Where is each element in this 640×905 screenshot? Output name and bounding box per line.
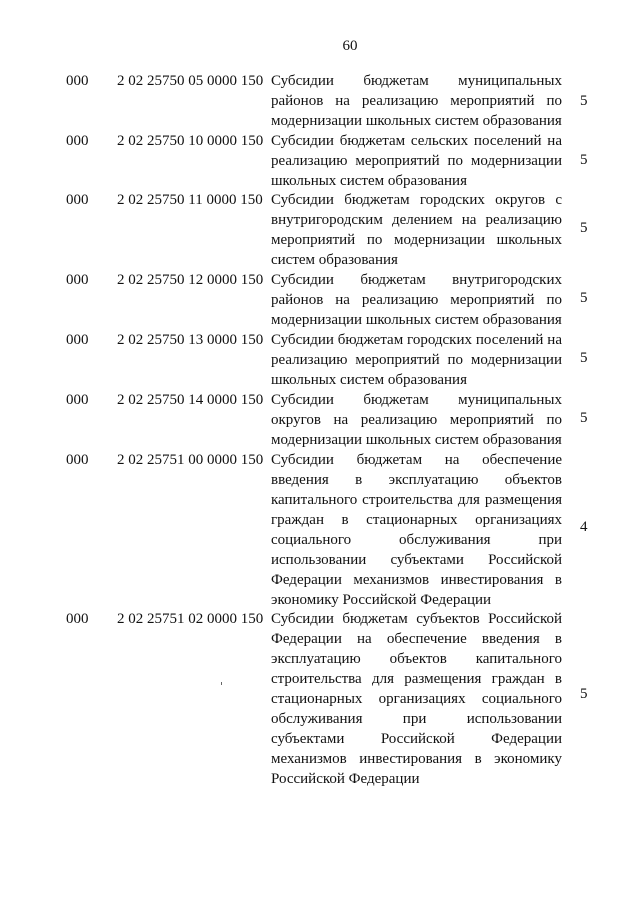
row-description: Субсидии бюджетам муниципальных районов на реализацию мероприятий по модернизации школьных систем образования: [271, 73, 562, 129]
page-number: 60: [342, 38, 358, 54]
row-code-prefix: 000: [66, 452, 89, 468]
row-description: Субсидии бюджетам сельских поселений на реализацию мероприятий по модернизации школьных систем образования: [271, 133, 562, 189]
row-description: Субсидии бюджетам городских округов с внутригородским делением на реализацию мероприятий по модернизации школьных систем образования: [271, 192, 562, 268]
scan-speck: [221, 682, 222, 685]
row-budget-code: 2 02 25750 05 0000 150: [117, 73, 264, 89]
row-code-prefix: 000: [66, 611, 89, 627]
row-budget-code: 2 02 25751 00 0000 150: [117, 452, 264, 468]
row-code-prefix: 000: [66, 192, 89, 208]
row-budget-code: 2 02 25750 10 0000 150: [117, 133, 264, 149]
row-value: 5: [580, 686, 588, 702]
row-code-prefix: 000: [66, 272, 89, 288]
row-description: Субсидии бюджетам субъектов Российской Федерации на обеспечение введения в эксплуатацию объектов капитального строительства для размещения граждан в стационарных организациях социального обслуживания при использовании субъектами Российской Федерации механизмов инвестирования в экономику Российской Федерации: [271, 611, 562, 787]
row-budget-code: 2 02 25751 02 0000 150: [117, 611, 264, 627]
row-description: Субсидии бюджетам внутригородских районов на реализацию мероприятий по модернизации школьных систем образования: [271, 272, 562, 328]
row-code-prefix: 000: [66, 73, 89, 89]
row-budget-code: 2 02 25750 13 0000 150: [117, 332, 264, 348]
row-value: 5: [580, 350, 588, 366]
row-description: Субсидии бюджетам на обеспечение введения в эксплуатацию объектов капитального строительства для размещения граждан в стационарных организациях социального обслуживания при использовании субъектами Российской Федерации механизмов инвестирования в экономику Российской Федерации: [271, 452, 562, 608]
row-value: 5: [580, 152, 588, 168]
row-code-prefix: 000: [66, 133, 89, 149]
row-value: 5: [580, 93, 588, 109]
row-value: 5: [580, 290, 588, 306]
row-budget-code: 2 02 25750 14 0000 150: [117, 392, 264, 408]
row-description: Субсидии бюджетам городских поселений на реализацию мероприятий по модернизации школьных систем образования: [271, 332, 562, 388]
row-value: 5: [580, 410, 588, 426]
row-code-prefix: 000: [66, 332, 89, 348]
row-description: Субсидии бюджетам муниципальных округов на реализацию мероприятий по модернизации школьных систем образования: [271, 392, 562, 448]
row-value: 4: [580, 519, 588, 535]
row-budget-code: 2 02 25750 11 0000 150: [117, 192, 263, 208]
row-budget-code: 2 02 25750 12 0000 150: [117, 272, 264, 288]
row-code-prefix: 000: [66, 392, 89, 408]
row-value: 5: [580, 220, 588, 236]
